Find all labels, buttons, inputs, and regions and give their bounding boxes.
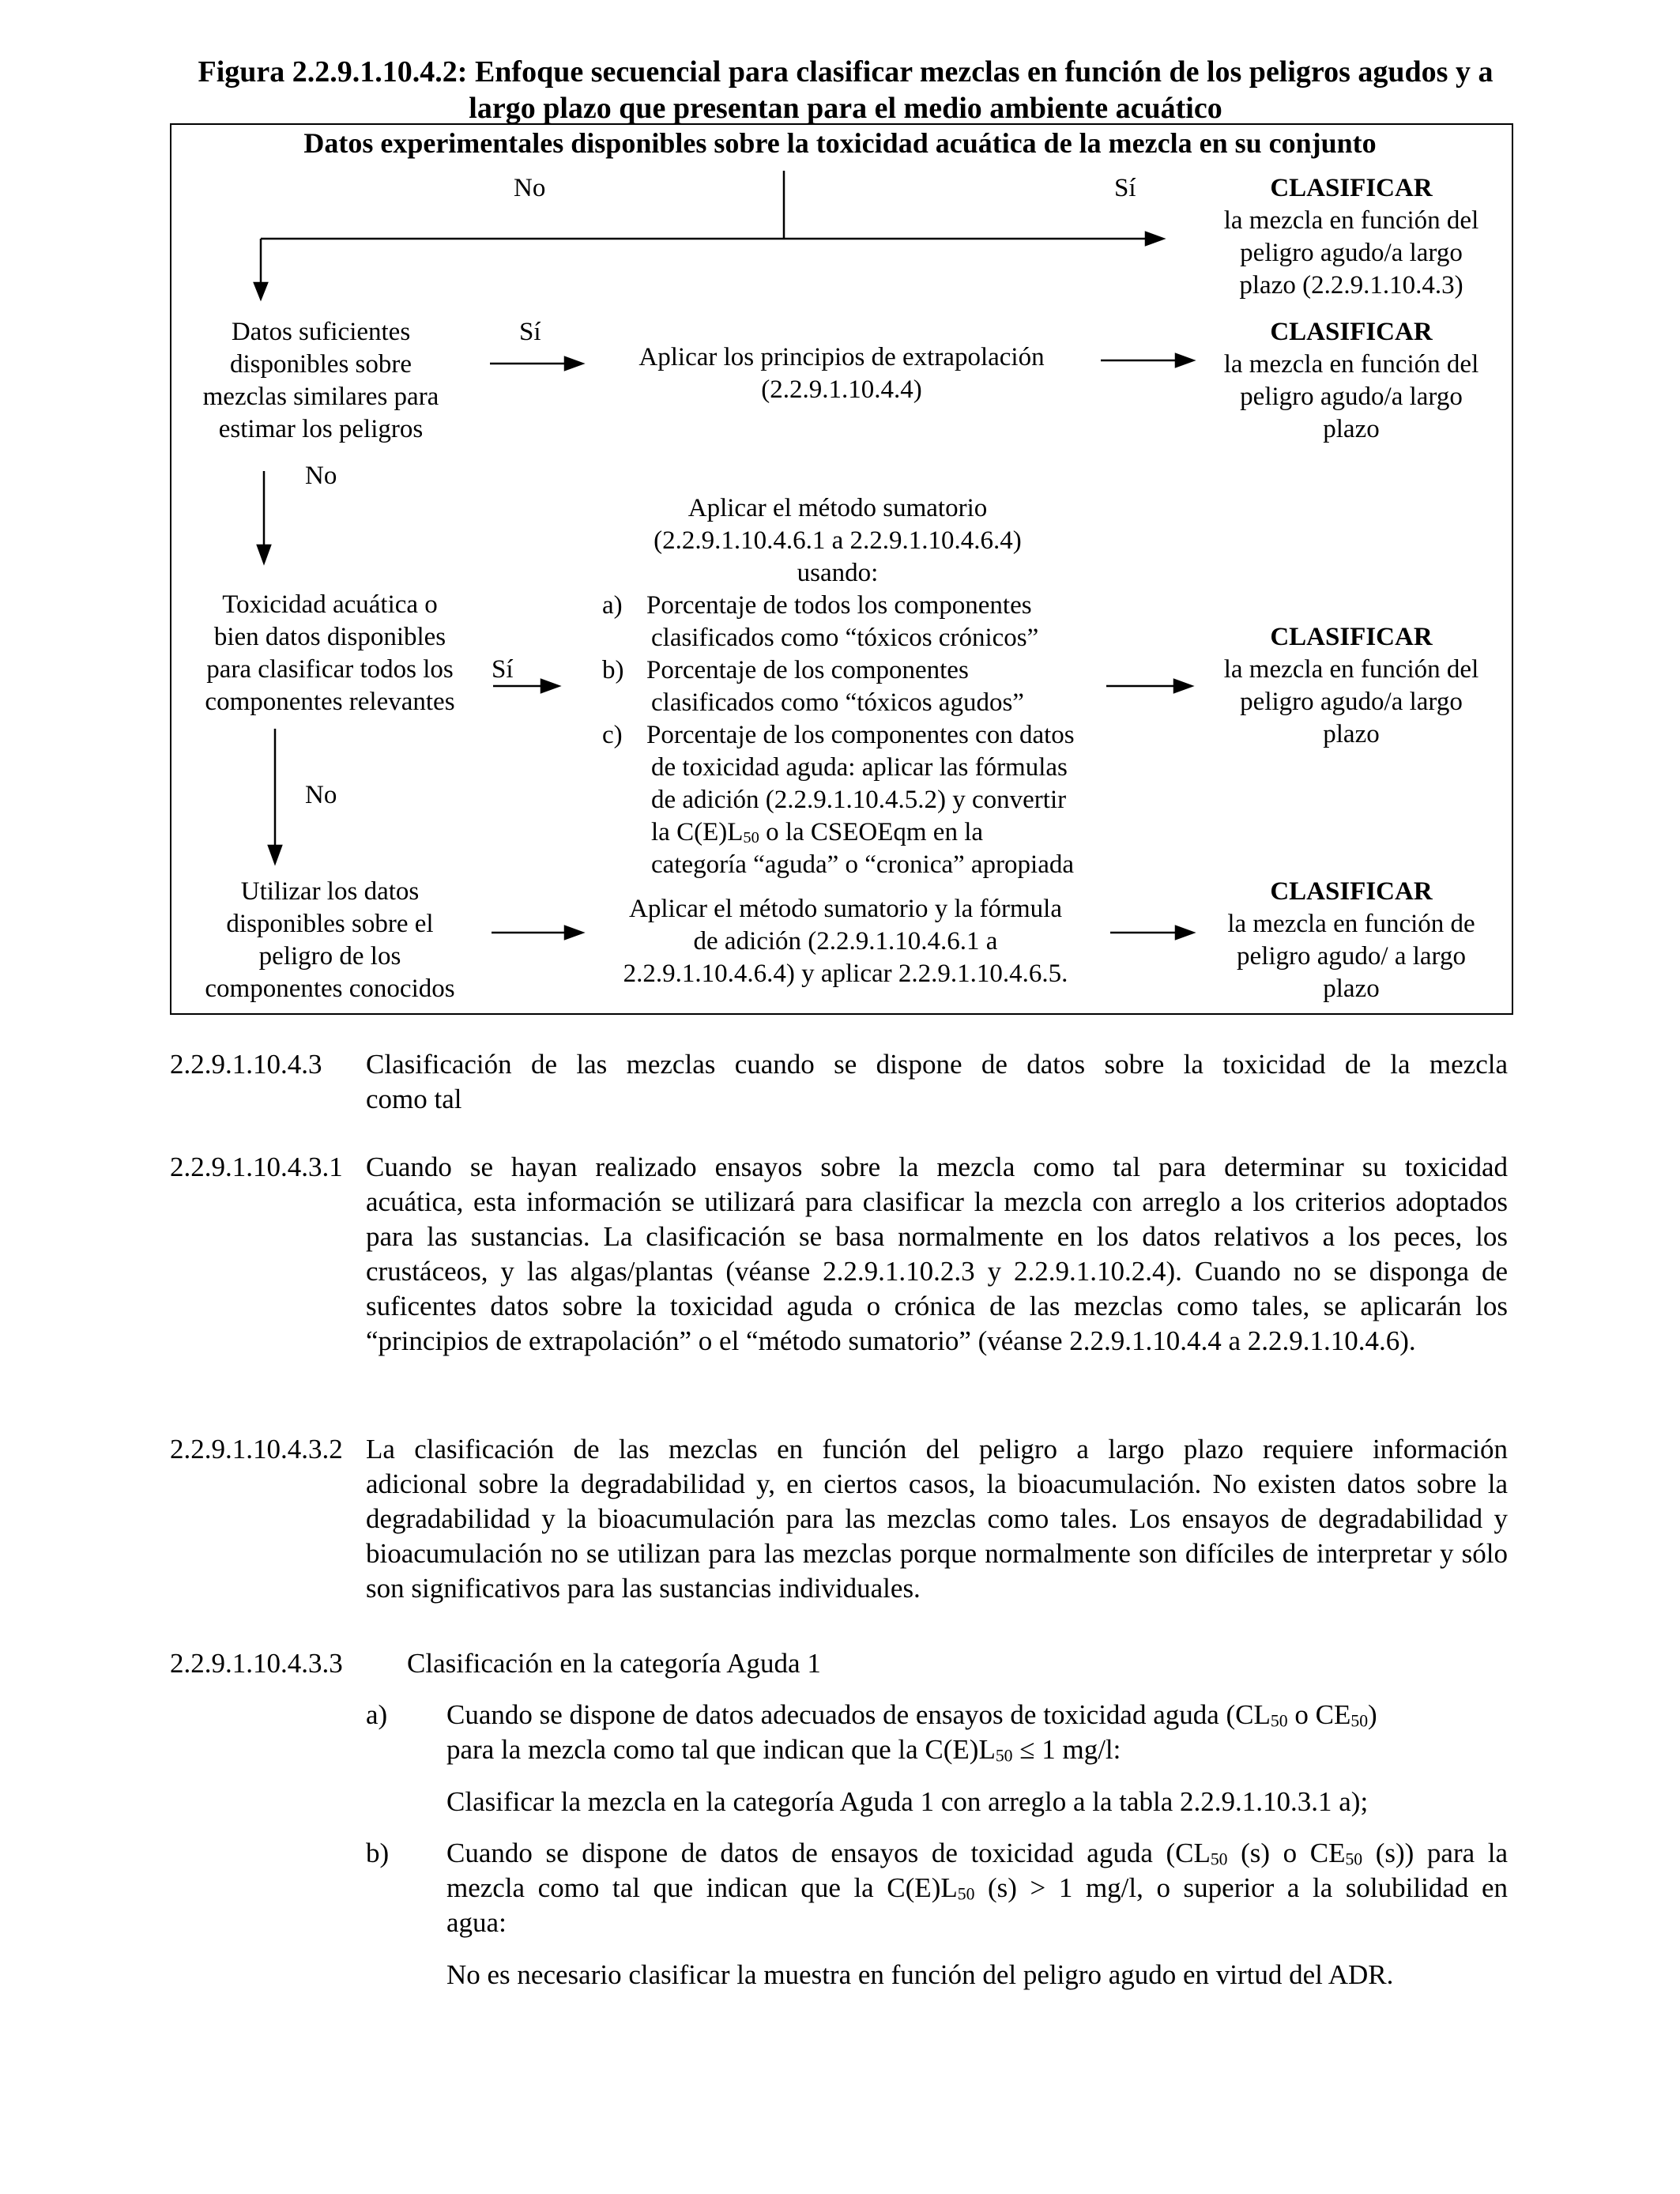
list-item-line <box>446 1732 1508 1767</box>
list-item-line <box>446 1698 1508 1732</box>
list-label-a: a) <box>366 1699 388 1730</box>
text-run: para la mezcla como tal que indican que la C(E)L <box>446 1734 996 1765</box>
text-run: o la CSEOEqm en la <box>759 818 984 846</box>
list-label-b: b) <box>366 1838 390 1868</box>
classify-text-line: plazo <box>1323 720 1380 748</box>
list-item-result: No es necesario clasificar la muestra en función del peligro agudo en virtud del ADR. <box>446 1959 1394 1990</box>
paragraph-first-line: La clasificación de las mezclas en función del peligro a largo plazo requiere información <box>366 1434 1508 1465</box>
text-run: Cuando se dispone de datos de ensayos de toxicidad aguda (CL <box>446 1838 1211 1868</box>
action-item-label: a) <box>602 591 623 620</box>
paragraph-number: 2.2.9.1.10.4.3.2 <box>170 1434 343 1465</box>
branch-no-row2: No <box>305 462 337 490</box>
list-item-a <box>446 1698 1508 1819</box>
classify-heading: CLASIFICAR <box>1270 318 1433 346</box>
text-run: mezcla como tal que indican que la C(E)L <box>446 1872 958 1903</box>
action-item-label: c) <box>602 721 623 749</box>
action-item-c <box>569 719 1106 881</box>
classify-text-line: peligro agudo/ a largo <box>1237 942 1466 971</box>
subscript: 50 <box>1350 1711 1369 1731</box>
paragraph-number: 2.2.9.1.10.4.3.1 <box>170 1152 343 1182</box>
question-text-line: componentes relevantes <box>205 688 455 716</box>
paragraph-first-line: Cuando se hayan realizado ensayos sobre la mezcla como tal para determinar su toxicidad <box>366 1152 1508 1182</box>
action-text-line: Aplicar el método sumatorio y la fórmula <box>628 895 1062 923</box>
list-item-line <box>446 1836 1508 1871</box>
classify-text-line: plazo (2.2.9.1.10.4.3) <box>1239 271 1463 300</box>
classify-text-line: la mezcla en función del <box>1223 206 1479 235</box>
classify-text-line: plazo <box>1323 974 1380 1003</box>
section-number: 2.2.9.1.10.4.3 <box>170 1049 322 1080</box>
action-item-line: clasificados como “tóxicos crónicos” <box>651 624 1039 652</box>
action-item-line: Porcentaje de todos los componentes <box>646 591 1032 620</box>
branch-si-row3: Sí <box>492 655 514 684</box>
question-text-line: componentes conocidos <box>205 974 455 1003</box>
classify-text-line: la mezcla en función del <box>1223 655 1479 684</box>
figure-title-line-1: Figura 2.2.9.1.10.4.2: Enfoque secuencial para clasificar mezclas en función de los peligros agudos y a <box>198 55 1494 89</box>
list-item-line <box>446 1871 1508 1906</box>
branch-si-row2: Sí <box>519 318 541 346</box>
question-text-line: para clasificar todos los <box>206 655 454 684</box>
branch-no-top: No <box>514 174 546 202</box>
paragraph-3-1 <box>366 1150 1508 1359</box>
classify-text-line: plazo <box>1323 415 1380 443</box>
subscript: 50 <box>957 1884 975 1904</box>
classify-box-3 <box>1193 621 1509 751</box>
action-item-line: de toxicidad aguda: aplicar las fórmulas <box>651 753 1068 782</box>
action-item-line <box>646 816 1106 849</box>
classify-text-line: la mezcla en función de <box>1227 910 1475 938</box>
question-text-line: disponibles sobre el <box>226 910 434 938</box>
question-box-known-components <box>174 876 486 1005</box>
action-item-a <box>569 590 1106 654</box>
action-box-summation <box>569 492 1106 881</box>
classify-text-line: la mezcla en función del <box>1223 350 1479 379</box>
question-text-line: Toxicidad acuática o <box>222 590 438 619</box>
text-run: (s) > 1 mg/l, o superior a la solubilidad en <box>974 1872 1508 1903</box>
figure-title-line-2: largo plazo que presentan para el medio ambiente acuático <box>469 92 1222 125</box>
action-item-line: clasificados como “tóxicos agudos” <box>651 688 1024 717</box>
action-text-line: Aplicar los principios de extrapolación <box>638 343 1045 371</box>
section-heading-line: Clasificación de las mezclas cuando se dispone de datos sobre la toxicidad de la mezcla <box>366 1049 1508 1080</box>
subscript: 50 <box>1210 1849 1228 1869</box>
classify-box-4 <box>1193 876 1509 1005</box>
subsection-heading: Clasificación en la categoría Aguda 1 <box>407 1648 821 1679</box>
arrow-to-classify-1 <box>1146 232 1163 245</box>
paragraph-number: 2.2.9.1.10.4.3.3 <box>170 1648 343 1679</box>
classify-box-2 <box>1193 316 1509 446</box>
classify-text-line: peligro agudo/a largo <box>1240 239 1463 267</box>
arrow-to-question-1 <box>254 283 267 299</box>
text-run: o CE <box>1287 1699 1351 1730</box>
classify-text-line: peligro agudo/a largo <box>1240 383 1463 411</box>
question-text-line: estimar los peligros <box>218 415 424 443</box>
text-run: (s)) para la <box>1362 1838 1508 1868</box>
branch-no-row3: No <box>305 781 337 809</box>
action-text-line: 2.2.9.1.10.4.6.4) y aplicar 2.2.9.1.10.4.6.5. <box>623 959 1068 988</box>
list-item-result: Clasificar la mezcla en la categoría Aguda 1 con arreglo a la tabla 2.2.9.1.10.3.1 a); <box>446 1786 1369 1817</box>
action-item-label: b) <box>602 656 624 684</box>
section-heading <box>366 1047 1508 1117</box>
classify-heading: CLASIFICAR <box>1270 174 1433 202</box>
action-item-line: Porcentaje de los componentes <box>646 656 969 684</box>
classify-box-1 <box>1193 172 1509 302</box>
action-intro-line: (2.2.9.1.10.4.6.1 a 2.2.9.1.10.4.6.4) <box>654 526 1022 555</box>
subscript: 50 <box>1270 1711 1288 1731</box>
action-text-line: de adición (2.2.9.1.10.4.6.1 a <box>693 927 998 956</box>
section-heading-line: como tal <box>366 1084 462 1114</box>
text-run: la C(E)L <box>651 818 744 846</box>
question-text-line: peligro de los <box>258 942 401 971</box>
question-box-component-data <box>174 589 486 718</box>
action-intro-line: Aplicar el método sumatorio <box>687 494 988 522</box>
action-intro-line: usando: <box>797 559 879 587</box>
text-run: ) <box>1368 1699 1377 1730</box>
subscript: 50 <box>1345 1849 1363 1869</box>
branch-si-top: Sí <box>1114 174 1136 202</box>
classify-heading: CLASIFICAR <box>1270 623 1433 651</box>
paragraph-body: adicional sobre la degradabilidad y, en ciertos casos, la bioacumulación. No existen datos sobre la degradabilidad y la bioacumulación para las mezclas como tales. Los ensayos de degradabilidad y bioacumulación no se utilizan para las mezclas porque normalmente son difíciles de interpretar y sólo son significativos para las sustancias individuales. <box>366 1468 1508 1604</box>
text-run: Cuando se dispone de datos adecuados de ensayos de toxicidad aguda (CL <box>446 1699 1271 1730</box>
action-item-b <box>569 654 1106 719</box>
flowchart-header: Datos experimentales disponibles sobre la toxicidad acuática de la mezcla en su conjunto <box>303 127 1377 159</box>
action-item-line: Porcentaje de los componentes con datos <box>646 721 1075 749</box>
paragraph-body: acuática, esta información se utilizará para clasificar la mezcla con arreglo a los criterios adoptados para las sustancias. La clasificación se basa normalmente en los datos relativos a los peces, los crustáceos, y las algas/plantas (véanse 2.2.9.1.10.2.3 y 2.2.9.1.10.2.4). Cuando no se disponga de suficentes datos sobre la toxicidad aguda o crónica de las mezclas como tales, se aplicarán los “principios de extrapolación” o el “método sumatorio” (véanse 2.2.9.1.10.4.4 a 2.2.9.1.10.4.6). <box>366 1186 1508 1356</box>
question-text-line: bien datos disponibles <box>213 623 446 651</box>
action-text-line: (2.2.9.1.10.4.4) <box>761 375 922 404</box>
subscript: 50 <box>995 1746 1013 1766</box>
paragraph-3-2 <box>366 1432 1508 1606</box>
list-item-b <box>446 1836 1508 1992</box>
classify-heading: CLASIFICAR <box>1270 877 1433 906</box>
action-box-summation-formula <box>589 893 1102 990</box>
question-text-line: Utilizar los datos <box>240 877 420 906</box>
text-run: ≤ 1 mg/l: <box>1012 1734 1121 1765</box>
action-item-line: de adición (2.2.9.1.10.4.5.2) y convertir <box>651 786 1067 814</box>
text-run: (s) o CE <box>1227 1838 1346 1868</box>
subscript: 50 <box>743 829 759 847</box>
action-box-extrapolation <box>593 341 1090 406</box>
question-text-line: mezclas similares para <box>202 383 439 411</box>
classify-text-line: peligro agudo/a largo <box>1240 688 1463 716</box>
question-text-line: disponibles sobre <box>229 350 412 379</box>
question-text-line: Datos suficientes <box>231 318 411 346</box>
question-box-similar-mixtures <box>174 316 468 446</box>
action-item-line: categoría “aguda” o “cronica” apropiada <box>651 850 1074 879</box>
list-item-line: agua: <box>446 1907 507 1938</box>
